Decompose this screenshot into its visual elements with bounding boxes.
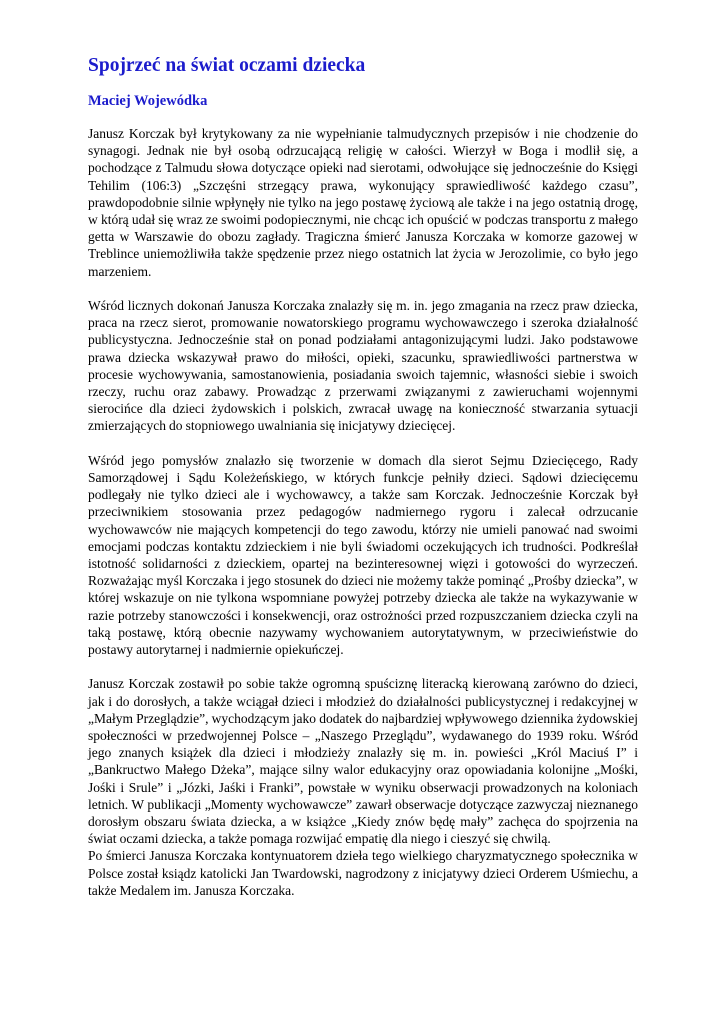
paragraph: Janusz Korczak zostawił po sobie także ogromną spuściznę literacką kierowaną zarówno do dzieci, jak i do dorosłych, a także wciągał dzieci i młodzież do działalności publicystycznej i redakcyjnej w „Małym Przeglądzie”, wychodzącym jako dodatek do najbardziej wpływowego dziennika żydowskiej społeczności w przedwojennej Polsce – „Naszego Przeglądu”, wydawanego do 1939 roku. Wśród jego znanych książek dla dzieci i młodzieży znalazły się m. in. powieści „Król Maciuś I” i „Bankructwo Małego Dżeka”, mające silny walor edukacyjny oraz opowiadania kolonijne „Mośki, Jośki i Srule” i „Józki, Jaśki i Franki”, powstałe w wyniku obserwacji prowadzonych na koloniach letnich. W publikacji „Momenty wychowawcze” zawarł obserwacje dotyczące zazwyczaj nieznanego dorosłym obszaru świata dziecka, a w książce „Kiedy znów będę mały” zachęca do spojrzenia na świat oczami dziecka, a także pomaga rozwijać empatię dla niego i cieszyć się chwilą. [88,676,638,847]
paragraph: Janusz Korczak był krytykowany za nie wypełnianie talmudycznych przepisów i nie chodzenie do synagogi. Jednak nie był osobą odrzucającą religię w całości. Wierzył w Boga i modlił się, a pochodzące z Talmudu słowa dotyczące opieki nad sierotami, odwołujące się jednocześnie do Księgi Tehilim (106:3) „Szczęśni strzegący prawa, wykonujący sprawiedliwość każdego czasu”, prawdopodobnie silnie wpłynęły nie tylko na jego postawę życiową ale także i na jego ostatnią drogę, w którą udał się wraz ze swoimi podopiecznymi, nie chcąc ich opuścić w podczas transportu z małego getta w Warszawie do obozu zagłady. Tragiczna śmierć Janusza Korczaka w komorze gazowej w Treblince uniemożliwiła także spędzenie przez niego ostatnich lat życia w Jerozolimie, co było jego marzeniem. [88,126,638,279]
document-page [88,52,638,916]
article-body [88,125,638,899]
document-title: Spojrzeć na świat oczami dziecka [88,55,366,76]
paragraph: Wśród licznych dokonań Janusza Korczaka znalazły się m. in. jego zmagania na rzecz praw dziecka, praca na rzecz sierot, promowanie nowatorskiego programu wychowawczego i szeroka działalność publicystyczna. Jednocześnie stał on ponad podziałami antagonizującymi ludzi. Jako podstawowe prawa dziecka wskazywał prawo do miłości, opieki, szacunku, sprawiedliwości partnerstwa w procesie wychowywania, samostanowienia, posiadania swoich tajemnic, własności siebie i swoich rzeczy, ruchu oraz zabawy. Prowadząc z przerwami związanymi z zawieruchami wojennymi sierocińce dla dzieci żydowskich i polskich, zwracał uwagę na konieczność stwarzania sytuacji zmierzających do stopniowego uwalniania się inicjatywy dziecięcej. [88,298,638,434]
paragraph: Wśród jego pomysłów znalazło się tworzenie w domach dla sierot Sejmu Dziecięcego, Rady Samorządowej i Sądu Koleżeńskiego, w których funkcje pełniły dzieci. Sądowi dziecięcemu podlegały nie tylko dzieci ale i wychowawcy, a także sam Korczak. Jednocześnie Korczak był przeciwnikiem stosowania przez pedagogów nadmiernego rygoru i zalecał odrzucanie wychowawców nie mających kompetencji do tego zawodu, którzy nie umieli panować nad swoimi emocjami podczas kontaktu zdzieckiem i nie byli świadomi oczekujących ich trudności. Podkreślał istotność solidarności z dzieckiem, opartej na bezinteresownej więzi i gotowości do wyrzeczeń. Rozważając myśl Korczaka i jego stosunek do dzieci nie możemy także pominąć „Prośby dziecka”, w której wskazuje on nie tylkona wspomniane powyżej potrzeby dziecka ale także na wykazywanie w razie potrzeby stanowczości i konsekwencji, oraz ostrożności przed rozpuszczaniem dziecka czyli na taką postawę, którą obecnie nazywamy wychowaniem autorytatywnym, w przeciwieństwie do postawy autorytarnej i nadmiernie opiekuńczej. [88,452,638,658]
author-name: Maciej Wojewódka [88,93,208,109]
paragraph: Po śmierci Janusza Korczaka kontynuatorem dzieła tego wielkiego charyzmatycznego społecznika w Polsce został ksiądz katolicki Jan Twardowski, nagrodzony z inicjatywy dzieci Orderem Uśmiechu, a także Medalem im. Janusza Korczaka. [88,848,638,898]
